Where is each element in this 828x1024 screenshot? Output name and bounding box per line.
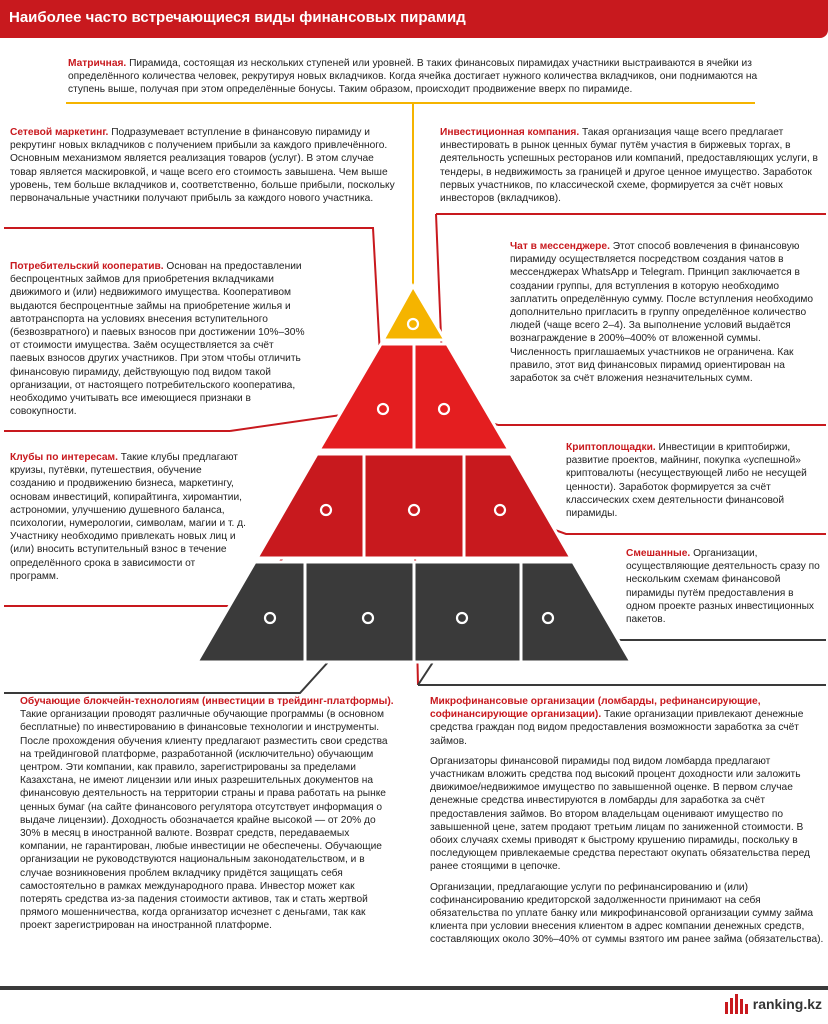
text-microfin-1: Такие организации привлекают денежные средства граждан под видом предоставления возможности заработка за счёт займов. [430,709,804,747]
logo-bars-icon [725,994,748,1014]
block-crypto [566,441,824,520]
title-blockchain: Обучающие блокчейн-технологиям (инвестиции в трейдинг-платформы). [20,696,394,707]
footer-divider [0,986,828,990]
logo-text: ranking.kz [752,996,822,1012]
text-investment: Такая организация чаще всего предлагает инвестировать в рынок ценных бумаг путём участия в биржевых торгах, в деятельность успешных ресторанов или компаний, предоставляющих услуги, в тендеры, в недвижимость за границей и другое ценное имущество. Заработок первых участников, по классической схеме, формируется за счёт новых инвесторов (вкладчиков). [440,127,818,205]
text-clubs: Такие клубы предлагают круизы, путёвки, путешествия, обучение созданию и продвижению бизнеса, маркетингу, основам инвестиций, копирайтинга, хиромантии, астрономии, улучшению душевного баланса, психологии, нумерологии, символам, магии и т. д. Участнику необходимо привлекать новых лиц и (или) вносить вступительный взнос в течение определённого срока в зависимости от программ. [10,452,246,582]
block-matrix [68,57,760,97]
page-title: Наиболее часто встречающиеся виды финансовых пирамид [9,9,466,26]
brand-logo [725,994,822,1014]
block-microfin [430,695,824,947]
text-crypto: Инвестиции в криптобиржи, развитие проектов, майнинг, покупка «успешной» криптовалюты (несуществующей либо не несущей ценности). Заработок формируется за счёт классических схем деятельности финансовой пирамиды. [566,442,807,520]
title-coop: Потребительский кооператив. [10,261,164,272]
text-network: Подразумевает вступление в финансовую пирамиду и рекрутинг новых вкладчиков с получением прибыли за каждого привлечённого. Основным механизмом является реализация товаров (услуг). В этом случае товар является маскировкой, и чаще всего его стоимость завышена. Чем выше уровень, тем больше вкладчиков и, соответственно, больше прибыли, поскольку первоначальные участники получают прибыль за каждого нового участника. [10,127,395,205]
block-blockchain [20,695,396,933]
pyramid-tier-top [383,286,445,340]
block-investment [440,126,824,205]
text-microfin-3: Организации, предлагающие услуги по рефинансированию и (или) софинансированию кредиторской задолженности принимают на себя обязательства по уплате банку или микрофинансовой организации сумму займа клиента при условии внесения клиентом в адрес компании денежных средств, составляющих около 30%–40% от суммы взятого им ранее займа (обязательства). [430,881,824,946]
text-mixed: Организации, осуществляющие деятельность сразу по нескольким схемам финансовой пирамиды путём предоставления в одном проекте разных инвестиционных пакетов. [626,548,820,626]
title-crypto: Криптоплощадки. [566,442,656,453]
text-microfin-2: Организаторы финансовой пирамиды под видом ломбарда предлагают участникам вложить средства под высокий процент доходности или заложить движимое/недвижимое имущество по завышенной оценке. В первом случае денежные средства инвестируются в ломбарды для заработка за счёт предоставления займов. Во втором владельцам оценивают имущество по завышенной цене, затем продают третьим лицам по заниженной стоимости. В обоих случаях схемы приводят к быстрому крушению пирамиды, поскольку в последующем привлекаемые средства перестают окупать обязательства перед ранее стоящими в цепочке. [430,755,810,873]
block-coop [10,260,310,418]
title-clubs: Клубы по интересам. [10,452,118,463]
title-network: Сетевой маркетинг. [10,127,109,138]
block-network [10,126,400,205]
block-clubs [10,451,246,583]
text-chat: Этот способ вовлечения в финансовую пирамиду осуществляется посредством создания чатов в мессенджерах WhatsApp и Telegram. Принцип заключается в создании группы, для вступления в которую необходимо заплатить определённую сумму. После вступления необходимо дополнительно пригласить в группу определённое количество людей (чаще всего 2–4). За выполнение условий выдаётся вознаграждение в 200%–400% от вложенной суммы. Численность приглашаемых участников не ограничена. Как правило, этот вид финансовых пирамид ориентирован на заработок за счёт вложения незначительных сумм. [510,241,814,385]
text-matrix: Пирамида, состоящая из нескольких ступеней или уровней. В таких финансовых пирамидах участники выстраиваются в ячейки из определённого количества человек, рекрутируя новых вкладчиков. Когда ячейка достигает нужного количества вкладчиков, они поднимаются на ступень выше, получая при этом определённые бонусы. Таким образом, происходит продвижение вверх по пирамиде. [68,58,758,96]
title-mixed: Смешанные. [626,548,691,559]
title-matrix: Матричная. [68,58,127,69]
block-mixed [626,547,824,626]
block-chat [510,240,824,385]
text-blockchain: Такие организации проводят различные обучающие программы (в основном бесплатные) по инвестированию в финансовые технологии и инструменты. После прохождения обучения клиенту предлагают разместить свои средства на трейдинговой платформе, разработанной (исключительно) обучающим центром. Эти компании, как правило, зарегистрированы за пределами Казахстана, не имеют лицензии или иных разрешительных документов на финансовую деятельность на территории страны и права работать на рынке ценных бумаг (на сайте финансового регулятора отсутствует информация о выдаче лицензии). Доходность обозначается крайне высокой — от 20% до 30% в месяц в иностранной валюте. Возврат средств, передаваемых компании, не гарантирован, любые инвестиции не обеспечены. Обучающие организации не руководствуются национальным законодательством, и в случае возникновения проблем вкладчику придётся защищать себя самостоятельно в рамках международного права. Инвестор может как потерять средства из-за падения стоимости активов, так и стать жертвой прямого мошенничества, когда организатор исчезнет с деньгами, так как проект зарегистрирован на иностранной платформе. [20,709,388,932]
title-investment: Инвестиционная компания. [440,127,580,138]
title-microfin: Микрофинансовые организации (ломбарды, рефинансирующие, софинансирующие организации). [430,696,761,721]
text-coop: Основан на предоставлении беспроцентных займов для приобретения вкладчиками движимого и (или) недвижимого имущества. Кооперативом выдаются беспроцентные займы на приобретение жилья и автотранспорта на условиях внесения вступительного (безвозвратного) и паевых взносов при достижении 10%–30% от стоимости имущества. Заём осуществляется за счёт паевых взносов других участников. При этом чтобы отличить финансовую пирамиду, действующую под видом такой организации, от настоящего потребительского кооператива, необходимо учитывать все имеющиеся признаки в совокупности. [10,261,305,418]
title-chat: Чат в мессенджере. [510,241,610,252]
